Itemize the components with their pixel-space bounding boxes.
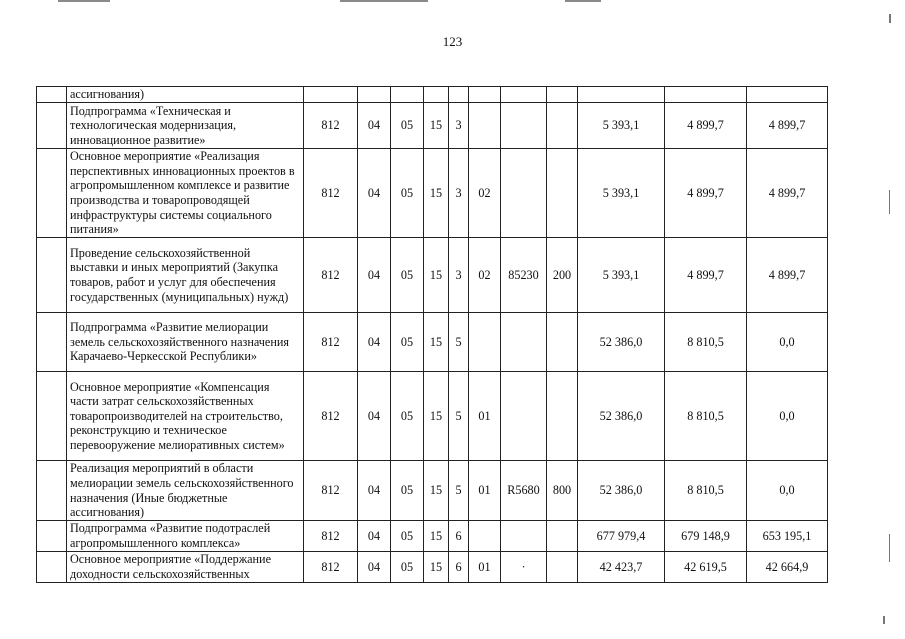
- subsection-cell: 05: [391, 552, 424, 583]
- measure-cell: [469, 313, 501, 372]
- amount-year2-cell: 4 899,7: [665, 149, 747, 238]
- admin-code-cell: [304, 87, 358, 103]
- direction-cell: [501, 521, 547, 552]
- amount-year1-cell: 52 386,0: [578, 461, 665, 521]
- row-number-cell: [37, 103, 67, 149]
- description-cell: Реализация мероприятий в области мелиорации земель сельскохозяйственного назначения (Иные бюджетные ассигнования): [67, 461, 304, 521]
- direction-cell: [501, 103, 547, 149]
- direction-cell: [501, 87, 547, 103]
- admin-code-cell: 812: [304, 103, 358, 149]
- program-cell: 15: [424, 521, 449, 552]
- program-cell: 15: [424, 103, 449, 149]
- measure-cell: 01: [469, 461, 501, 521]
- direction-cell: R5680: [501, 461, 547, 521]
- scan-artifact: [340, 0, 428, 2]
- description-cell: Основное мероприятие «Поддержание доходности сельскохозяйственных: [67, 552, 304, 583]
- row-number-cell: [37, 313, 67, 372]
- table-row: [37, 103, 828, 149]
- scan-artifact: [889, 190, 890, 214]
- program-cell: [424, 87, 449, 103]
- direction-cell: 85230: [501, 238, 547, 313]
- subprogram-cell: 3: [449, 103, 469, 149]
- description-cell: Подпрограмма «Развитие подотраслей агропромышленного комплекса»: [67, 521, 304, 552]
- subsection-cell: 05: [391, 461, 424, 521]
- measure-cell: [469, 521, 501, 552]
- amount-year2-cell: 8 810,5: [665, 313, 747, 372]
- direction-cell: [501, 313, 547, 372]
- admin-code-cell: 812: [304, 552, 358, 583]
- section-cell: [358, 87, 391, 103]
- amount-year3-cell: 4 899,7: [747, 149, 828, 238]
- admin-code-cell: 812: [304, 372, 358, 461]
- amount-year1-cell: 5 393,1: [578, 103, 665, 149]
- amount-year1-cell: 52 386,0: [578, 372, 665, 461]
- measure-cell: [469, 103, 501, 149]
- expense-type-cell: [547, 103, 578, 149]
- amount-year1-cell: [578, 87, 665, 103]
- subprogram-cell: 3: [449, 149, 469, 238]
- subsection-cell: 05: [391, 149, 424, 238]
- subprogram-cell: 6: [449, 552, 469, 583]
- admin-code-cell: 812: [304, 313, 358, 372]
- amount-year3-cell: [747, 87, 828, 103]
- measure-cell: 02: [469, 149, 501, 238]
- amount-year3-cell: 4 899,7: [747, 103, 828, 149]
- section-cell: 04: [358, 552, 391, 583]
- amount-year2-cell: 4 899,7: [665, 238, 747, 313]
- description-cell: Подпрограмма «Техническая и технологическая модернизация, инновационное развитие»: [67, 103, 304, 149]
- table-row: [37, 238, 828, 313]
- row-number-cell: [37, 238, 67, 313]
- expense-type-cell: 800: [547, 461, 578, 521]
- amount-year2-cell: 8 810,5: [665, 461, 747, 521]
- section-cell: 04: [358, 149, 391, 238]
- subprogram-cell: 5: [449, 372, 469, 461]
- amount-year1-cell: 677 979,4: [578, 521, 665, 552]
- description-cell: Подпрограмма «Развитие мелиорации земель сельскохозяйственного назначения Карачаево-Черкесской Республики»: [67, 313, 304, 372]
- program-cell: 15: [424, 461, 449, 521]
- program-cell: 15: [424, 313, 449, 372]
- row-number-cell: [37, 87, 67, 103]
- subprogram-cell: 6: [449, 521, 469, 552]
- description-cell: Основное мероприятие «Компенсация части затрат сельскохозяйственных товаропроизводителей на строительство, реконструкцию и техническое перевооружение мелиоративных систем»: [67, 372, 304, 461]
- expense-type-cell: [547, 87, 578, 103]
- row-number-cell: [37, 461, 67, 521]
- scan-artifact: [889, 534, 890, 562]
- subsection-cell: 05: [391, 521, 424, 552]
- subsection-cell: [391, 87, 424, 103]
- description-cell: Проведение сельскохозяйственной выставки и иных мероприятий (Закупка товаров, работ и услуг для обеспечения государственных (муниципальных) нужд): [67, 238, 304, 313]
- subsection-cell: 05: [391, 372, 424, 461]
- amount-year1-cell: 5 393,1: [578, 238, 665, 313]
- section-cell: 04: [358, 461, 391, 521]
- table-row: [37, 521, 828, 552]
- admin-code-cell: 812: [304, 149, 358, 238]
- scan-artifact: [58, 0, 110, 2]
- direction-cell: [501, 149, 547, 238]
- amount-year1-cell: 52 386,0: [578, 313, 665, 372]
- expense-type-cell: [547, 313, 578, 372]
- table-row: [37, 461, 828, 521]
- expense-type-cell: [547, 149, 578, 238]
- table-row: [37, 372, 828, 461]
- amount-year2-cell: [665, 87, 747, 103]
- amount-year2-cell: 42 619,5: [665, 552, 747, 583]
- amount-year3-cell: 42 664,9: [747, 552, 828, 583]
- subprogram-cell: 5: [449, 313, 469, 372]
- amount-year3-cell: 0,0: [747, 313, 828, 372]
- subsection-cell: 05: [391, 103, 424, 149]
- program-cell: 15: [424, 552, 449, 583]
- table-row: [37, 313, 828, 372]
- scan-artifact: [889, 14, 891, 23]
- scan-artifact: [883, 616, 885, 624]
- amount-year1-cell: 42 423,7: [578, 552, 665, 583]
- direction-cell: ·: [501, 552, 547, 583]
- measure-cell: [469, 87, 501, 103]
- section-cell: 04: [358, 103, 391, 149]
- admin-code-cell: 812: [304, 521, 358, 552]
- amount-year2-cell: 4 899,7: [665, 103, 747, 149]
- amount-year2-cell: 8 810,5: [665, 372, 747, 461]
- description-cell: ассигнования): [67, 87, 304, 103]
- row-number-cell: [37, 149, 67, 238]
- budget-table: [36, 86, 828, 583]
- subsection-cell: 05: [391, 238, 424, 313]
- expense-type-cell: [547, 521, 578, 552]
- expense-type-cell: [547, 372, 578, 461]
- admin-code-cell: 812: [304, 461, 358, 521]
- section-cell: 04: [358, 313, 391, 372]
- amount-year3-cell: 0,0: [747, 372, 828, 461]
- page-number: 123: [442, 34, 463, 49]
- row-number-cell: [37, 372, 67, 461]
- subprogram-cell: [449, 87, 469, 103]
- program-cell: 15: [424, 238, 449, 313]
- direction-cell: [501, 372, 547, 461]
- amount-year3-cell: 0,0: [747, 461, 828, 521]
- subprogram-cell: 3: [449, 238, 469, 313]
- subsection-cell: 05: [391, 313, 424, 372]
- section-cell: 04: [358, 521, 391, 552]
- table-row: [37, 149, 828, 238]
- table-row: [37, 552, 828, 583]
- subprogram-cell: 5: [449, 461, 469, 521]
- row-number-cell: [37, 552, 67, 583]
- measure-cell: 01: [469, 552, 501, 583]
- row-number-cell: [37, 521, 67, 552]
- program-cell: 15: [424, 149, 449, 238]
- measure-cell: 01: [469, 372, 501, 461]
- measure-cell: 02: [469, 238, 501, 313]
- scan-artifact: [565, 0, 601, 2]
- section-cell: 04: [358, 372, 391, 461]
- section-cell: 04: [358, 238, 391, 313]
- amount-year2-cell: 679 148,9: [665, 521, 747, 552]
- amount-year3-cell: 653 195,1: [747, 521, 828, 552]
- admin-code-cell: 812: [304, 238, 358, 313]
- description-cell: Основное мероприятие «Реализация перспективных инновационных проектов в агропромышленном комплексе и развитие производства и товаропроводящей инфраструктуры системы социального питания»: [67, 149, 304, 238]
- amount-year3-cell: 4 899,7: [747, 238, 828, 313]
- expense-type-cell: 200: [547, 238, 578, 313]
- expense-type-cell: [547, 552, 578, 583]
- table-row: [37, 87, 828, 103]
- amount-year1-cell: 5 393,1: [578, 149, 665, 238]
- program-cell: 15: [424, 372, 449, 461]
